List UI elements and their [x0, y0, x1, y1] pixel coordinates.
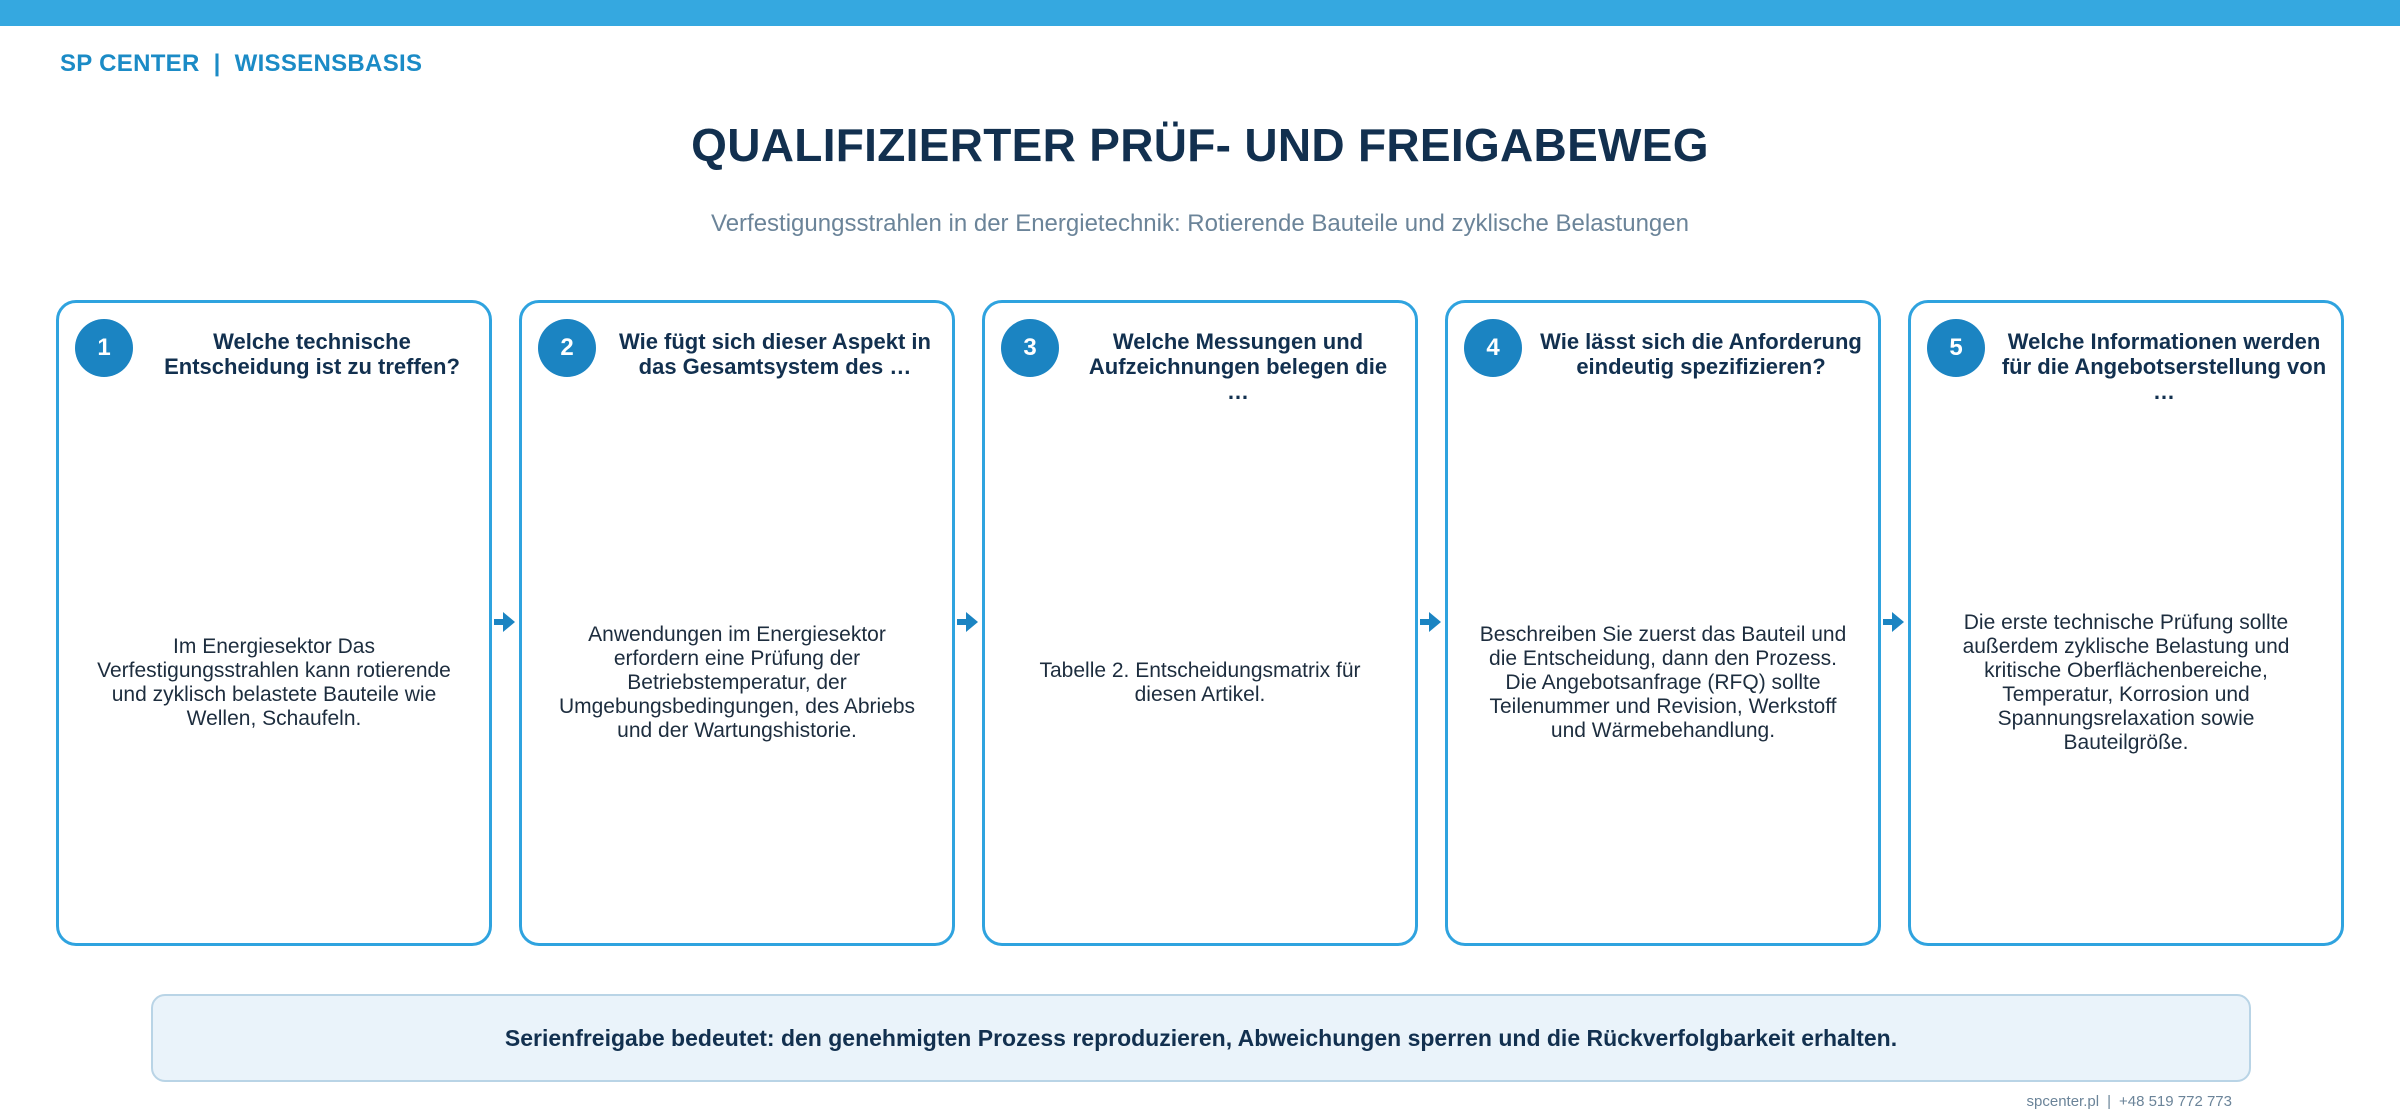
- arrow-right-icon: [1420, 610, 1442, 634]
- step-title: Wie lässt sich die Anforderung eindeutig spezifizieren?: [1540, 329, 1862, 379]
- step-body: Tabelle 2. Entscheidungsmatrix für diesen Artikel.: [1039, 659, 1361, 706]
- top-accent-bar: [0, 0, 2400, 26]
- process-steps: [0, 300, 2400, 946]
- arrow-right-icon: [1883, 610, 1905, 634]
- step-card-1: [56, 300, 492, 946]
- brand-separator: |: [213, 50, 221, 77]
- step-title: Welche technische Entscheidung ist zu treffen?: [164, 329, 460, 379]
- brand-name: SP CENTER: [60, 50, 200, 77]
- step-title: Wie fügt sich dieser Aspekt in das Gesamtsystem des …: [619, 329, 931, 379]
- step-number-badge: 3: [1001, 319, 1059, 377]
- step-card-2: [519, 300, 955, 946]
- step-body: Beschreiben Sie zuerst das Bauteil und die Entscheidung, dann den Prozess. Die Angebotsanfrage (RFQ) sollte Teilenummer und Revision, Werkstoff und Wärmebehandlung.: [1479, 623, 1847, 742]
- step-card-5: [1908, 300, 2344, 946]
- website-text: spcenter.pl: [2026, 1093, 2100, 1110]
- step-body: Die erste technische Prüfung sollte außerdem zyklische Belastung und kritische Oberflächenbereiche, Temperatur, Korrosion und Spannungsrelaxation sowie Bauteilgröße.: [1962, 611, 2290, 754]
- phone-text: +48 519 772 773: [2118, 1093, 2232, 1110]
- key-message-box: Serienfreigabe bedeutet: den genehmigten Prozess reproduzieren, Abweichungen sperren und die Rückverfolgbarkeit erhalten.: [151, 994, 2251, 1082]
- step-body: Im Energiesektor Das Verfestigungsstrahlen kann rotierende und zyklisch belastete Bauteile wie Wellen, Schaufeln.: [97, 635, 451, 730]
- arrow-right-icon: [957, 610, 979, 634]
- step-number-badge: 4: [1464, 319, 1522, 377]
- brand-header: [60, 50, 422, 78]
- step-card-3: [982, 300, 1418, 946]
- page-title: QUALIFIZIERTER PRÜF- UND FREIGABEWEG: [691, 119, 1709, 171]
- arrow-right-icon: [494, 610, 516, 634]
- step-body: Anwendungen im Energiesektor erfordern eine Prüfung der Betriebstemperatur, der Umgebungsbedingungen, des Abriebs und der Wartungshistorie.: [558, 623, 916, 742]
- step-title: Welche Informationen werden für die Angebotserstellung von …: [2001, 329, 2327, 404]
- step-title: Welche Messungen und Aufzeichnungen belegen die …: [1088, 329, 1388, 404]
- section-name: WISSENSBASIS: [234, 50, 423, 77]
- step-number-badge: 5: [1927, 319, 1985, 377]
- contact-separator: |: [2107, 1093, 2111, 1110]
- page-subtitle: Verfestigungsstrahlen in der Energietechnik: Rotierende Bauteile und zyklische Belastungen: [711, 210, 1689, 237]
- step-card-4: [1445, 300, 1881, 946]
- contact-info: [2027, 1093, 2232, 1110]
- step-number-badge: 1: [75, 319, 133, 377]
- step-number-badge: 2: [538, 319, 596, 377]
